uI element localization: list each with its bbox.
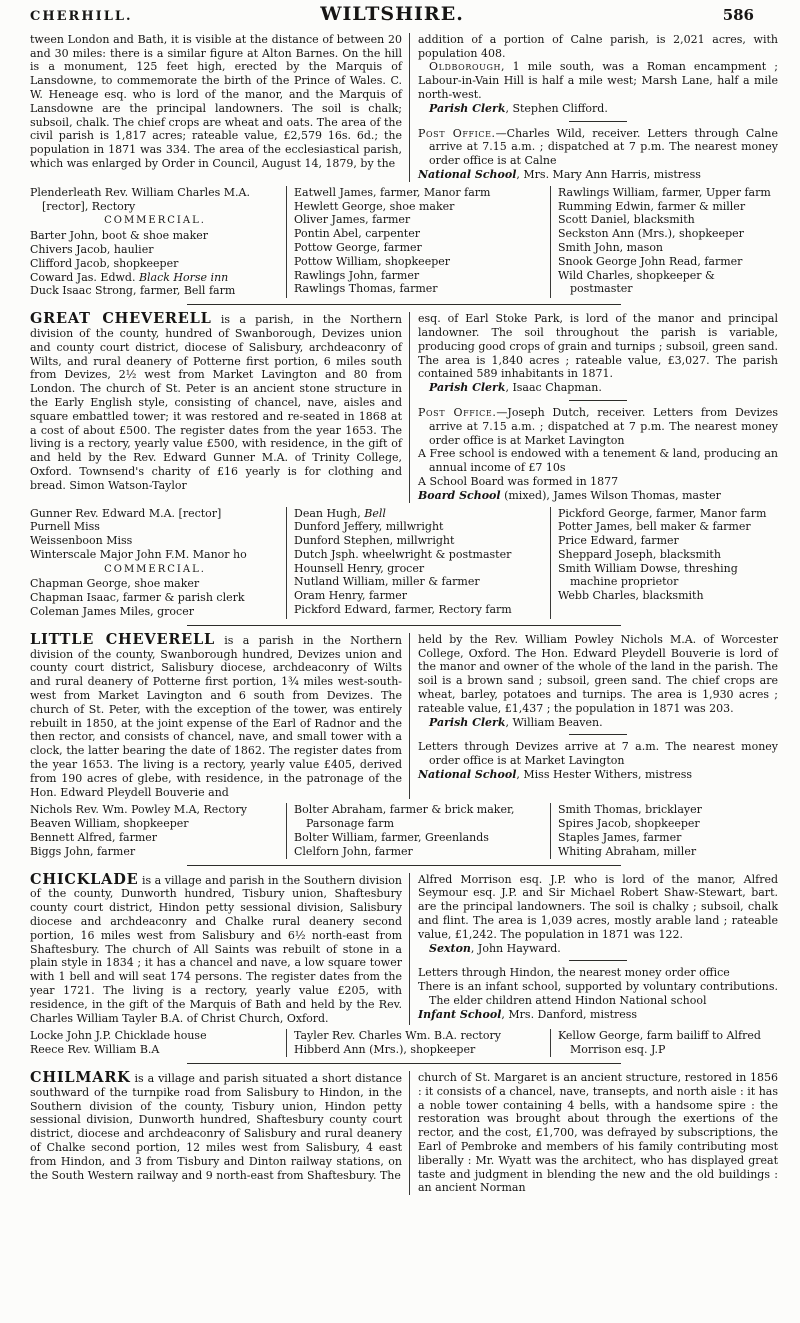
dash-divider [569, 734, 627, 735]
section-divider [187, 865, 621, 866]
section-chilmark [30, 1068, 778, 1195]
directory-entry: Rawlings William, farmer, Upper farm [558, 185, 771, 199]
running-head-county: WILTSHIRE. [320, 3, 464, 25]
directory-entry: Clifford Jacob, shopkeeper [30, 256, 179, 270]
directory-entry: Potter James, bell maker & farmer [558, 520, 751, 534]
directory-entry: Locke John J.P. Chicklade house [30, 1029, 207, 1043]
dash-divider [569, 121, 627, 122]
letters-line: Letters through Hindon, the nearest money order office [418, 966, 730, 980]
directory-list [30, 186, 778, 298]
page-header [30, 3, 778, 25]
left-column [30, 312, 409, 502]
directory-entry: Rumming Edwin, farmer & miller [558, 199, 746, 213]
directory-entry: Barter John, boot & shoe maker [30, 229, 209, 243]
directory-entry: Eatwell James, farmer, Manor farm [294, 185, 491, 199]
right-column [409, 633, 778, 800]
directory-entry: Plenderleath Rev. William Charles M.A. [rector], Rectory [30, 185, 250, 213]
post-office-line: Post Office.—Joseph Dutch, receiver. Letters from Devizes arrive at 7.15 a.m. ; dispatched at 7 p.m. The nearest money order office is at Market Lavington [418, 405, 778, 447]
directory-entry: Dean Hugh, Bell [294, 506, 386, 520]
directory-list [30, 1029, 778, 1057]
directory-list [30, 803, 778, 858]
directory-column-1 [30, 803, 286, 858]
directory-entry: Smith William Dowse, threshing machine proprietor [558, 561, 738, 589]
directory-entry: Dutch Jsph. wheelwright & postmaster [294, 547, 512, 561]
left-column [30, 870, 409, 1026]
directory-column-3 [550, 803, 778, 858]
dash-divider [569, 400, 627, 401]
directory-entry: Coleman James Miles, grocer [30, 605, 194, 619]
directory-entry: Kellow George, farm bailiff to Alfred Morrison esq. J.P [558, 1029, 761, 1057]
paragraph: addition of a portion of Calne parish, is 2,021 acres, with population 408. [418, 32, 778, 60]
directory-column-3 [550, 1029, 778, 1057]
directory-entry: Chivers Jacob, haulier [30, 242, 154, 256]
directory-entry: Pottow George, farmer [294, 240, 422, 254]
parish-name: CHILMARK [30, 1068, 131, 1086]
right-column [409, 33, 778, 182]
directory-entry: Bolter William, farmer, Greenlands [294, 831, 489, 845]
directory-entry: Clelforn John, farmer [294, 844, 413, 858]
directory-entry: Seckston Ann (Mrs.), shopkeeper [558, 227, 744, 241]
paragraph: esq. of Earl Stoke Park, is lord of the manor and principal landowner. The soil throughout the parish is variable, producing good crops of grain and turnips ; subsoil, green sand. The area is 1,840 acres ; rateable value, £3,027. The parish contained 589 inhabitants in 1871. [418, 312, 778, 381]
directory-entry: Duck Isaac Strong, farmer, Bell farm [30, 284, 236, 298]
directory-column-2 [286, 507, 550, 619]
directory-entry: Pottow William, shopkeeper [294, 254, 451, 268]
section-divider [187, 625, 621, 626]
directory-entry: Reece Rev. William B.A [30, 1043, 160, 1057]
free-school-line: A Free school is endowed with a tenement & land, producing an annual income of £7 10s [418, 447, 778, 475]
directory-column-3 [550, 186, 778, 298]
school-board-line: A School Board was formed in 1877 [418, 474, 619, 488]
directory-entry: Winterscale Major John F.M. Manor ho [30, 547, 247, 561]
directory-entry: Chapman Isaac, farmer & parish clerk [30, 591, 245, 605]
parish-name: LITTLE CHEVERELL [30, 630, 216, 648]
page-number: 586 [722, 6, 754, 24]
directory-entry: Pickford George, farmer, Manor farm [558, 506, 767, 520]
paragraph: LITTLE CHEVERELL is a parish in the Northern division of the county, Swanborough hundred, Devizes union and county court district, Salisbury diocese, archdeaconry of Wilts and rural deanery of Potterne first portion, 1¾ miles west-south-west from Market Lavington and 6 south from Devizes. The church of St. Peter, with the exception of the tower, was entirely rebuilt in 1850, at the joint expense of the Earl of Radnor and the then rector, and consists of chancel, nave, and small tower with a clock, the latter bearing the date of 1862. The register dates from the year 1653. The living is a rectory, yearly value £405, derived from 190 acres of glebe, with residence, in the patronage of the Hon. Edward Pleydell Bouverie and [30, 630, 402, 799]
commercial-heading: COMMERCIAL. [104, 215, 206, 227]
parish-name: CHICKLADE [30, 870, 139, 888]
directory-column-2 [286, 803, 550, 858]
directory-column-3 [550, 507, 778, 619]
directory-entry: Smith John, mason [558, 240, 664, 254]
directory-entry: Rawlings Thomas, farmer [294, 282, 438, 296]
directory-entry: Nutland William, miller & farmer [294, 575, 480, 589]
left-column [30, 1068, 409, 1195]
left-column [30, 630, 409, 800]
running-head-place: CHERHILL. [30, 9, 133, 24]
directory-entry: Weissenboon Miss [30, 534, 133, 548]
section-little-cheverell [30, 630, 778, 859]
parish-clerk-line: Parish Clerk, Isaac Chapman. [429, 381, 602, 395]
paragraph: church of St. Margaret is an ancient structure, restored in 1856 : it consists of a chancel, nave, transepts, and north aisle : it has a noble tower containing 4 bells, with a handsome spire : the restoration was brought about through the exertions of the rector, and the cost, £1,700, was defrayed by subscriptions, the Earl of Pembroke and members of his family contributing most liberally : Mr. Wyatt was the architect, who has displayed great taste and judgment in blending the new and the old buildings : an ancient Norman [418, 1070, 778, 1195]
paragraph: CHICKLADE is a village and parish in the Southern division of the county, Dunworth hundred, Tisbury union, Shaftesbury county court district, Hindon petty sessional division, Salisbury diocese and archdeaconry and Chalke rural deanery second portion, 16 miles west from Salisbury and 6½ north-east from Shaftesbury. The church of All Saints was rebuilt of stone in a plain style in 1834 ; it has a chancel and nave, a low square tower with 1 bell and will seat 174 persons. The register dates from the year 1721. The living is a rectory, yearly value £205, with residence, in the gift of the Marquis of Bath and held by the Rev. Charles William Tayler B.A. of Christ Church, Oxford. [30, 870, 402, 1025]
right-column [409, 312, 778, 502]
directory-entry: Hounsell Henry, grocer [294, 561, 425, 575]
letters-line: Letters through Devizes arrive at 7 a.m. The nearest money order office is at Market Lavington [418, 740, 778, 768]
directory-entry: Oliver James, farmer [294, 213, 411, 227]
directory-entry: Purnell Miss [30, 520, 100, 534]
directory-entry: Tayler Rev. Charles Wm. B.A. rectory [294, 1029, 501, 1043]
directory-column-1 [30, 1029, 286, 1057]
paragraph: GREAT CHEVERELL is a parish, in the Northern division of the county, hundred of Swanborough, Devizes union and county court district, diocese of Salisbury, archdeaconry of Wilts, and rural deanery of Potterne first portion, 6 miles south from Devizes, 2½ west from Market Lavington and 80 from London. The church of St. Peter is an ancient stone structure in the Early English style, consisting of chancel, nave, aisles and square embattled tower; it was restored and re-seated in 1868 at a cost of about £500. The register dates from the year 1653. The living is a rectory, yearly value £500, with residence, in the gift of and held by the Rev. Edward Gunner M.A. of Trinity College, Oxford. Townsend's charity of £16 yearly is for clothing and bread. Simon Watson-Taylor [30, 310, 402, 492]
directory-entry: Pontin Abel, carpenter [294, 227, 420, 241]
section-great-cheverell [30, 312, 778, 619]
directory-entry: Scott Daniel, blacksmith [558, 213, 695, 227]
school-line: Infant School, Mrs. Danford, mistress [418, 1007, 638, 1021]
directory-entry: Oram Henry, farmer [294, 589, 408, 603]
paragraph: tween London and Bath, it is visible at the distance of between 20 and 30 miles: there is a similar figure at Alton Barnes. On the hill is a monument, 125 feet high, erected by the Marquis of Lansdowne, to commemorate the birth of the Prince of Wales. C. W. Heneage esq. who is lord of the manor, and the Marquis of Lansdowne are the principal landowners. The soil is chalk; subsoil, chalk. The chief crops are wheat and oats. The area of the civil parish is 1,817 acres; rateable value, £2,579 16s. 6d.; the population in 1871 was 334. The area of the ecclesiastical parish, which was enlarged by Order in Council, August 14, 1879, by the [30, 32, 402, 170]
parish-clerk-line: Parish Clerk, William Beaven. [429, 715, 603, 729]
directory-entry: Rawlings John, farmer [294, 268, 420, 282]
section-cherhill [30, 33, 778, 298]
directory-entry: Smith Thomas, bricklayer [558, 803, 702, 817]
directory-column-2 [286, 1029, 550, 1057]
directory-entry: Chapman George, shoe maker [30, 577, 200, 591]
directory-entry: Sheppard Joseph, blacksmith [558, 547, 721, 561]
directory-entry: Dunford Jeffery, millwright [294, 520, 444, 534]
parish-clerk-line: Parish Clerk, Stephen Clifford. [429, 101, 608, 115]
directory-entry: Biggs John, farmer [30, 844, 136, 858]
paragraph: held by the Rev. William Powley Nichols M.A. of Worcester College, Oxford. The Hon. Edward Pleydell Bouverie is lord of the manor and owner of the whole of the land in the parish. The soil is a brown sand ; subsoil, green sand. The chief crops are wheat, barley, potatoes and turnips. The area is 1,930 acres ; rateable value, £1,437 ; the population in 1871 was 203. [418, 632, 778, 715]
directory-entry: Whiting Abraham, miller [558, 844, 697, 858]
directory-entry: Beaven William, shopkeeper [30, 817, 189, 831]
directory-column-1 [30, 507, 286, 619]
section-divider [187, 1063, 621, 1064]
directory-column-2 [286, 186, 550, 298]
directory-entry: Bolter Abraham, farmer & brick maker, Parsonage farm [294, 803, 515, 831]
paragraph: Alfred Morrison esq. J.P. who is lord of the manor, Alfred Seymour esq. J.P. and Sir Michael Robert Shaw-Stewart, bart. are the principal landowners. The soil is chalky ; subsoil, chalk and flint. The area is 1,039 acres, mostly arable land ; rateable value, £1,242. The population in 1871 was 122. [418, 872, 778, 941]
right-column [409, 873, 778, 1026]
directory-entry: Webb Charles, blacksmith [558, 589, 704, 603]
commercial-heading: COMMERCIAL. [104, 563, 206, 575]
post-office-line: Post Office.—Charles Wild, receiver. Letters through Calne arrive at 7.15 a.m. ; dispatched at 7 p.m. The nearest money order office is at Calne [418, 126, 778, 168]
directory-entry: Nichols Rev. Wm. Powley M.A, Rectory [30, 803, 247, 817]
directory-entry: Price Edward, farmer [558, 534, 679, 548]
board-school-line: Board School (mixed), James Wilson Thomas, master [418, 488, 721, 502]
section-divider [187, 304, 621, 305]
paragraph: Oldborough, 1 mile south, was a Roman encampment ; Labour-in-Vain Hill is half a mile west; Marsh Lane, half a mile north-west. [418, 60, 778, 101]
directory-entry: Bennett Alfred, farmer [30, 831, 158, 845]
directory-entry: Hibberd Ann (Mrs.), shopkeeper [294, 1043, 476, 1057]
directory-entry: Wild Charles, shopkeeper & postmaster [558, 268, 715, 296]
right-column [409, 1071, 778, 1195]
sexton-line: Sexton, John Hayward. [429, 941, 561, 955]
section-chicklade [30, 870, 778, 1057]
directory-entry: Spires Jacob, shopkeeper [558, 817, 700, 831]
directory-column-1 [30, 186, 286, 298]
directory-entry: Hewlett George, shoe maker [294, 199, 455, 213]
directory-entry: Staples James, farmer [558, 831, 682, 845]
parish-name: GREAT CHEVERELL [30, 310, 212, 328]
paragraph: CHILMARK is a village and parish situated a short distance southward of the turnpike road from Salisbury to Hindon, in the Southern division of the county, Tisbury union, Hindon petty sessional division, Dunworth hundred, Shaftesbury county court district, diocese and archdeaconry of Salisbury and rural deanery of Chalke second portion, 12 miles west from Salisbury, 4 east from Hindon, and 3 from Tisbury and Dinton railway stations, on the South Western railway and 9 north-east from Shaftesbury. The [30, 1068, 402, 1182]
directory-list [30, 507, 778, 619]
left-column [30, 33, 409, 182]
directory-entry: Coward Jas. Edwd. Black Horse inn [30, 270, 229, 284]
dash-divider [569, 960, 627, 961]
school-line: National School, Mrs. Mary Ann Harris, mistress [418, 167, 701, 181]
infant-school-note: There is an infant school, supported by voluntary contributions. The elder children attend Hindon National school [418, 980, 778, 1007]
directory-entry: Gunner Rev. Edward M.A. [rector] [30, 506, 222, 520]
directory-entry: Snook George John Read, farmer [558, 254, 743, 268]
school-line: National School, Miss Hester Withers, mistress [418, 768, 693, 782]
directory-entry: Pickford Edward, farmer, Rectory farm [294, 603, 512, 617]
directory-entry: Dunford Stephen, millwright [294, 534, 455, 548]
